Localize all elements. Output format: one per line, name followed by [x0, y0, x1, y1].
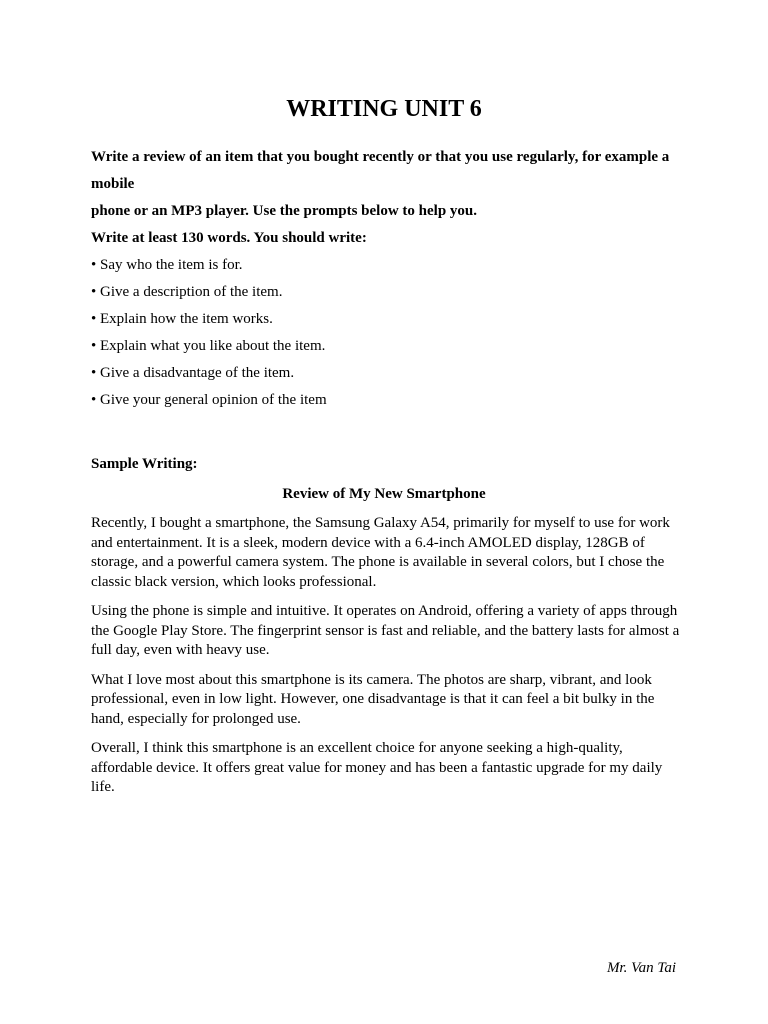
instruction-line: phone or an MP3 player. Use the prompts below to help you.: [91, 203, 478, 219]
page-title: WRITING UNIT 6: [286, 96, 482, 122]
review-paragraph: Overall, I think this smartphone is an excellent choice for anyone seeking a high-quality, affordable device. It offers great value for money and has been a fantastic upgrade for my daily life.: [91, 740, 663, 795]
prompt-item: • Explain what you like about the item.: [91, 338, 326, 354]
review-title: Review of My New Smartphone: [282, 486, 486, 502]
instruction-line: Write a review of an item that you bought recently or that you use regularly, for example a: [91, 149, 670, 165]
review-paragraph: Using the phone is simple and intuitive. It operates on Android, offering a variety of apps through the Google Play Store. The fingerprint sensor is fast and reliable, and the battery lasts for almost a full day, even with heavy use.: [91, 603, 680, 658]
prompt-item: • Give a disadvantage of the item.: [91, 365, 295, 381]
sample-writing-label: Sample Writing:: [91, 456, 198, 472]
review-body: [91, 514, 681, 808]
prompt-item: • Give a description of the item.: [91, 284, 283, 300]
review-paragraph: What I love most about this smartphone is its camera. The photos are sharp, vibrant, and look professional, even in low light. However, one disadvantage is that it can feel a bit bulky in the hand, especially for prolonged use.: [91, 671, 655, 727]
prompt-item: • Explain how the item works.: [91, 311, 273, 327]
instruction-line: Write at least 130 words. You should write:: [91, 230, 367, 246]
instruction-line: mobile: [91, 176, 135, 192]
author-signature: Mr. Van Tai: [606, 960, 676, 976]
review-paragraph: Recently, I bought a smartphone, the Samsung Galaxy A54, primarily for myself to use for work and entertainment. It is a sleek, modern device with a 6.4-inch AMOLED display, 128GB of storage, and a powerful camera system. The phone is available in several colors, but I chose the classic black version, which looks professional.: [91, 515, 670, 590]
prompt-item: • Give your general opinion of the item: [91, 392, 327, 408]
task-instructions: [91, 144, 681, 414]
prompt-item: • Say who the item is for.: [91, 257, 243, 273]
